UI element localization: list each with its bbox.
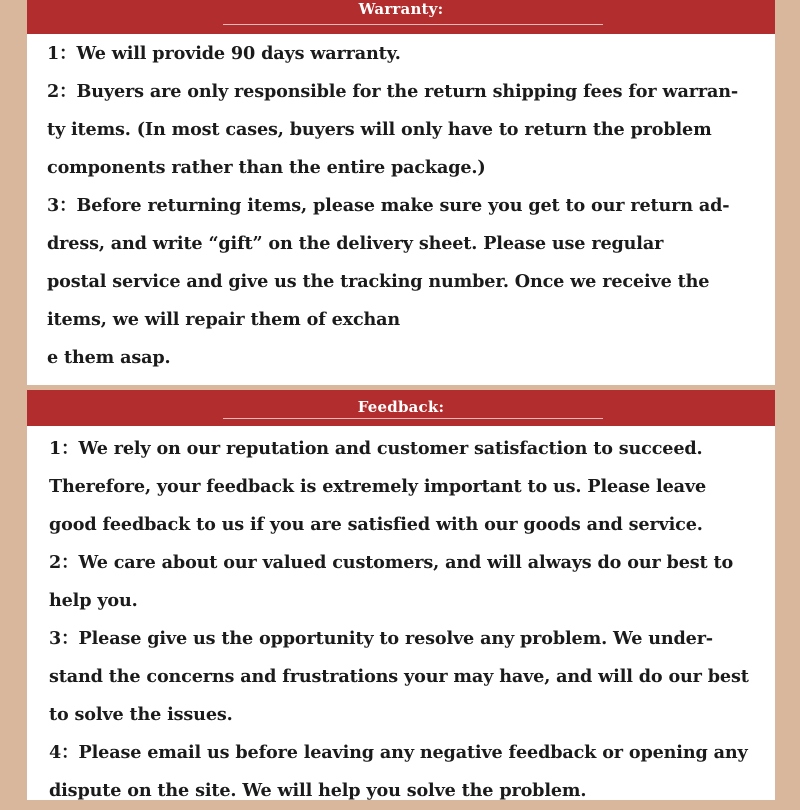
warranty-line: 2：Buyers are only responsible for the return shipping fees for warran- <box>47 81 738 102</box>
warranty-line: items, we will repair them of exchan <box>47 309 401 330</box>
warranty-line: components rather than the entire package.) <box>47 157 486 178</box>
warranty-line: 1：We will provide 90 days warranty. <box>47 43 401 64</box>
warranty-line: dress, and write “gift” on the delivery sheet. Please use regular <box>47 233 664 254</box>
warranty-body <box>47 35 763 377</box>
warranty-line: postal service and give us the tracking number. Once we receive the <box>47 271 710 292</box>
feedback-line: Therefore, your feedback is extremely important to us. Please leave <box>49 476 707 497</box>
warranty-line: e them asap. <box>47 347 171 368</box>
feedback-line: 4：Please email us before leaving any negative feedback or opening any <box>49 742 748 763</box>
feedback-section <box>27 390 775 800</box>
feedback-line: 3：Please give us the opportunity to resolve any problem. We under- <box>49 628 713 649</box>
feedback-line: 2：We care about our valued customers, and will always do our best to <box>49 552 734 573</box>
warranty-line: ty items. (In most cases, buyers will only have to return the problem <box>47 119 712 140</box>
feedback-body <box>49 430 765 810</box>
warranty-header-rule <box>223 24 603 25</box>
feedback-header-rule <box>223 418 603 419</box>
warranty-header-bar <box>27 0 775 34</box>
feedback-title: Feedback: <box>357 398 445 416</box>
feedback-line: to solve the issues. <box>49 704 233 725</box>
feedback-line: stand the concerns and frustrations your may have, and will do our best <box>49 666 749 687</box>
feedback-line: good feedback to us if you are satisfied with our goods and service. <box>49 514 703 535</box>
feedback-line: dispute on the site. We will help you solve the problem. <box>49 780 587 801</box>
feedback-line: help you. <box>49 590 138 611</box>
feedback-header-bar <box>27 390 775 426</box>
warranty-line: 3：Before returning items, please make sure you get to our return ad- <box>47 195 730 216</box>
warranty-title: Warranty: <box>358 0 444 18</box>
feedback-line: 1：We rely on our reputation and customer satisfaction to succeed. <box>49 438 703 459</box>
warranty-section <box>27 0 775 385</box>
